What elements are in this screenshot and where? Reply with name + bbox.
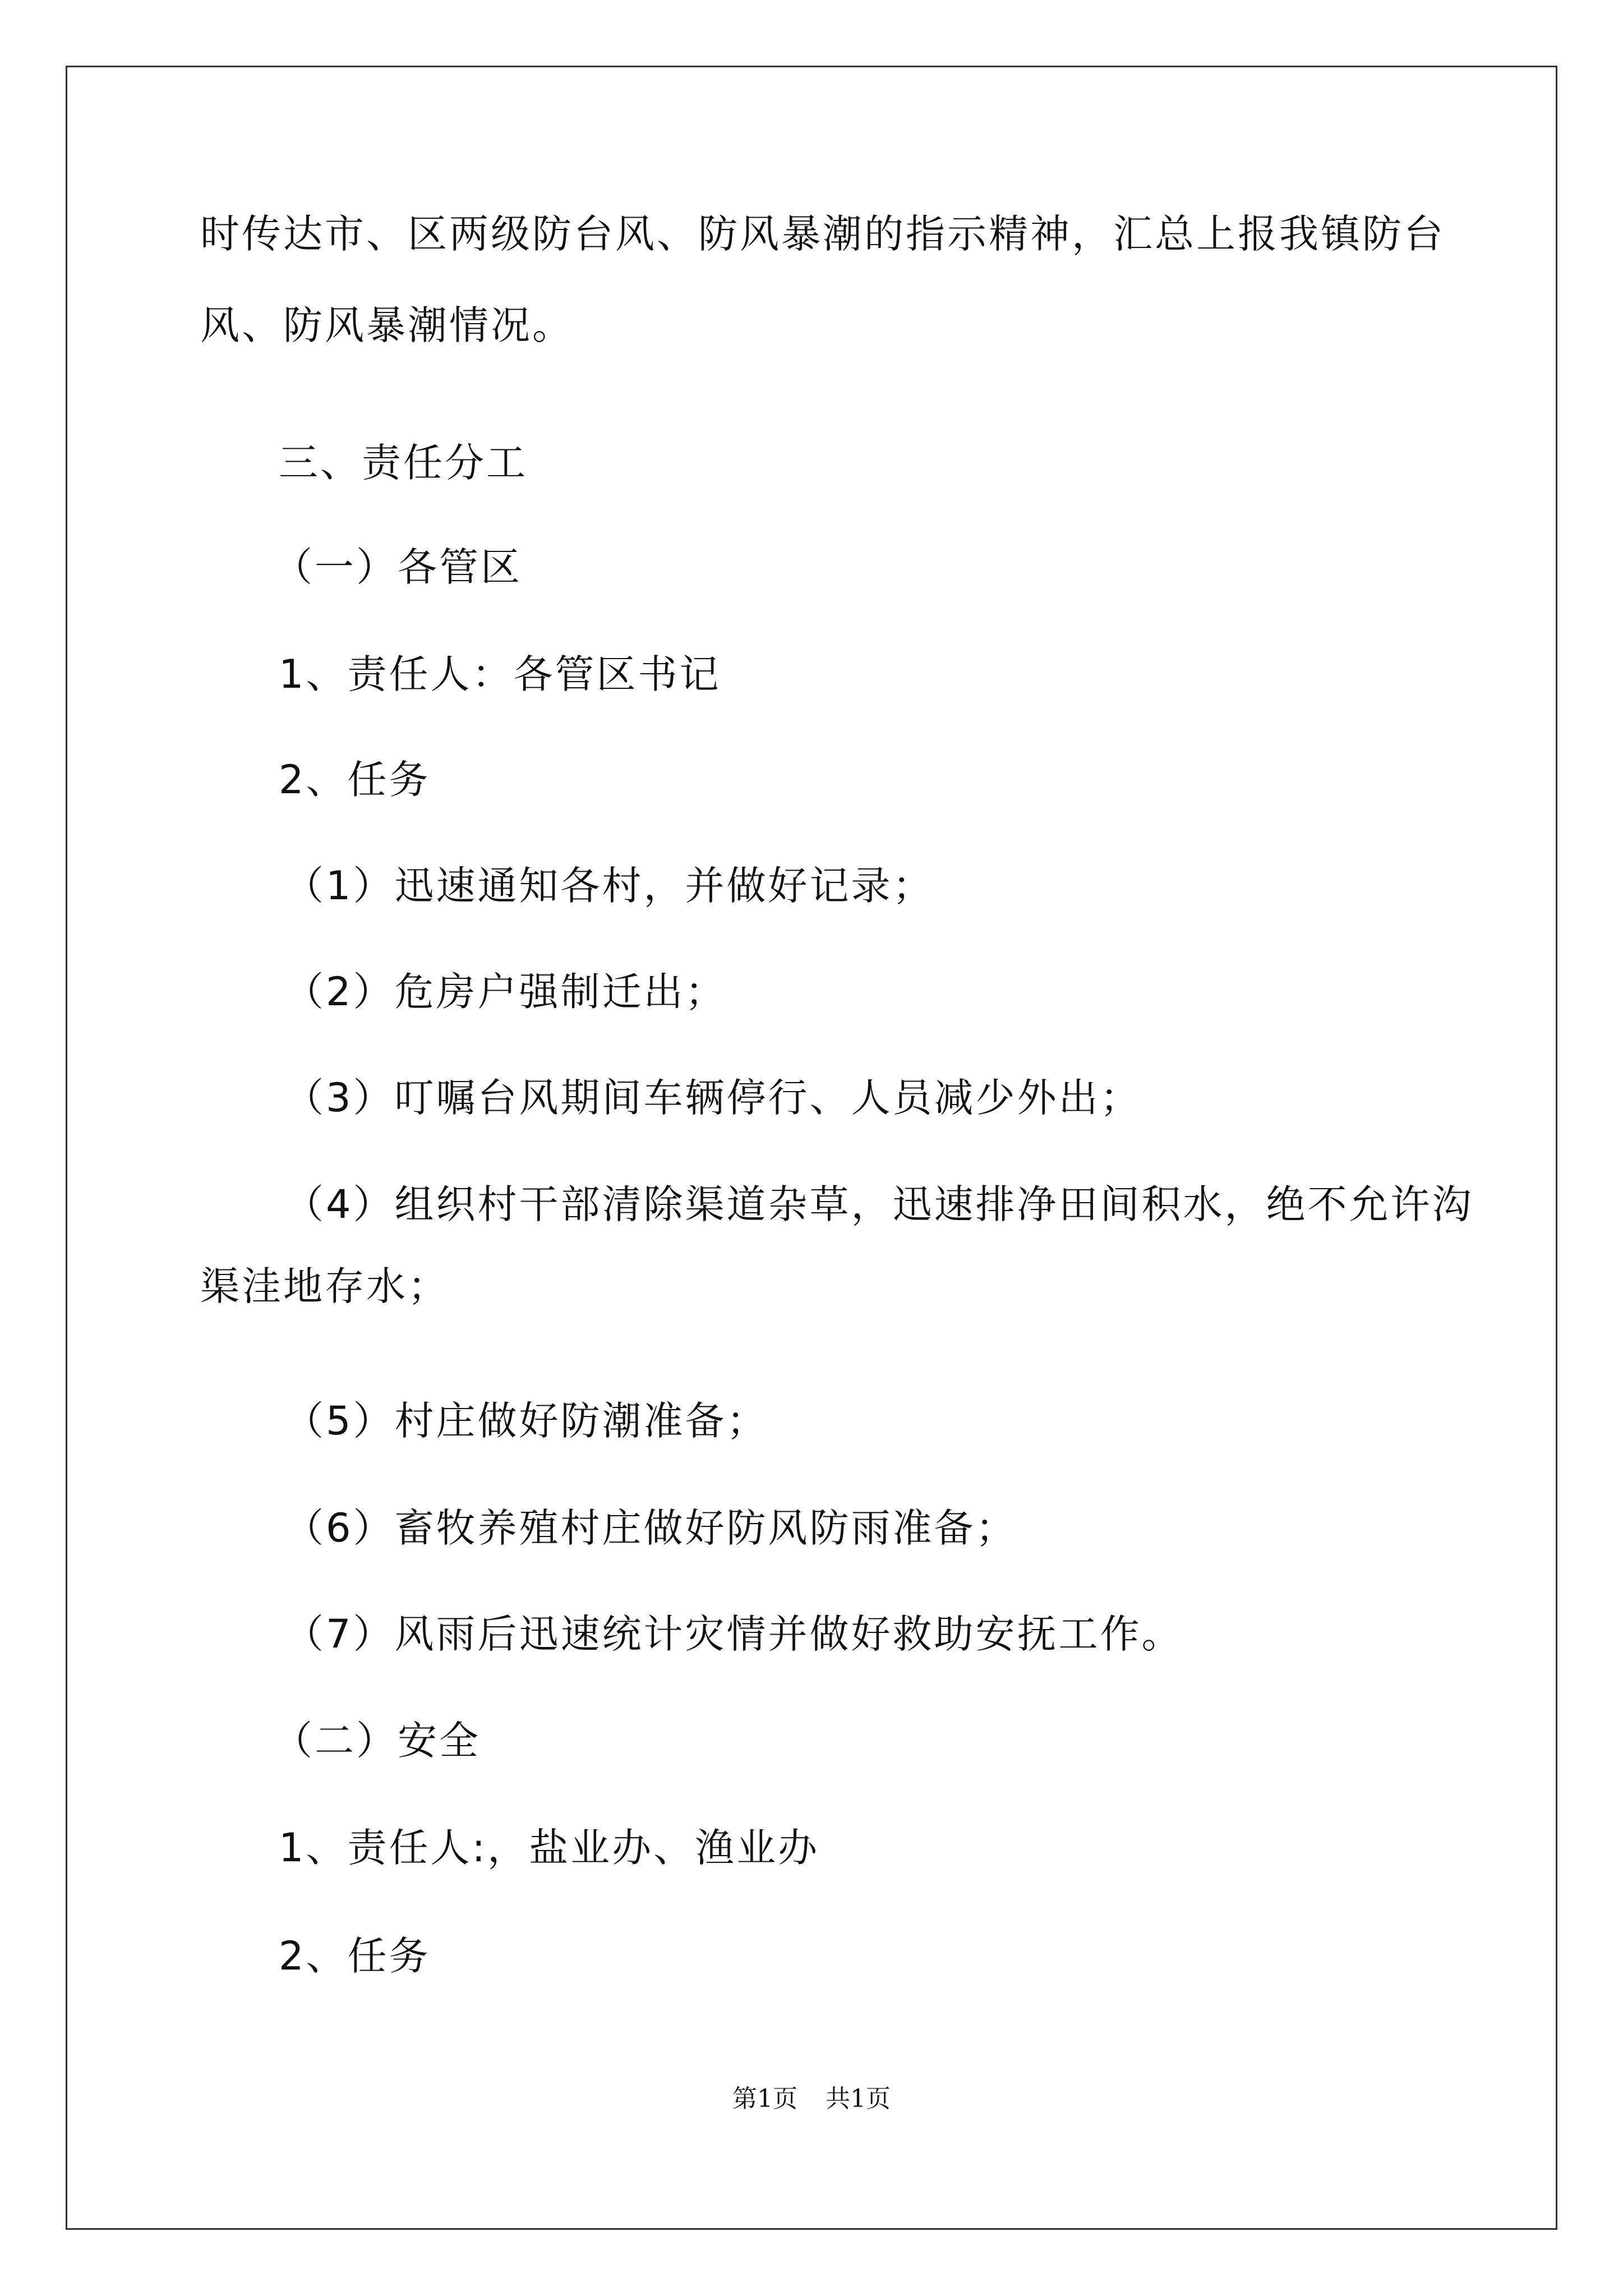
list-item: （6）畜牧养殖村庄做好防风防雨准备； [284, 1505, 1017, 1551]
section-heading: 三、责任分工 [279, 440, 528, 486]
list-item: （1）迅速通知各村，并做好记录； [284, 863, 934, 909]
list-item: （2）危房户强制迁出； [284, 969, 727, 1015]
list-item: 2、任务 [279, 1933, 431, 1979]
list-item: 2、任务 [279, 757, 431, 803]
paragraph-line: 时传达市、区两级防台风、防风暴潮的指示精神，汇总上报我镇防台 [200, 211, 1445, 257]
list-item: （4）组织村干部清除渠道杂草，迅速排净田间积水，绝不允许沟 [284, 1181, 1474, 1227]
list-item: 1、责任人：各管区书记 [279, 651, 721, 697]
total-pages: 共1页 [826, 2085, 891, 2113]
list-item: （5）村庄做好防潮准备； [284, 1398, 768, 1444]
paragraph-line: 渠洼地存水； [200, 1263, 449, 1309]
subsection-heading: （一）各管区 [273, 544, 522, 590]
paragraph-line: 风、防风暴潮情况。 [200, 302, 574, 348]
subsection-heading: （二）安全 [273, 1718, 481, 1764]
list-item: 1、责任人:，盐业办、渔业办 [279, 1825, 820, 1871]
page-footer [0, 2087, 1623, 2111]
list-item: （3）叮嘱台风期间车辆停行、人员减少外出； [284, 1075, 1142, 1121]
list-item: （7）风雨后迅速统计灾情并做好救助安抚工作。 [284, 1611, 1183, 1657]
page-border [66, 66, 1557, 2230]
page-number: 第1页 [732, 2085, 797, 2113]
